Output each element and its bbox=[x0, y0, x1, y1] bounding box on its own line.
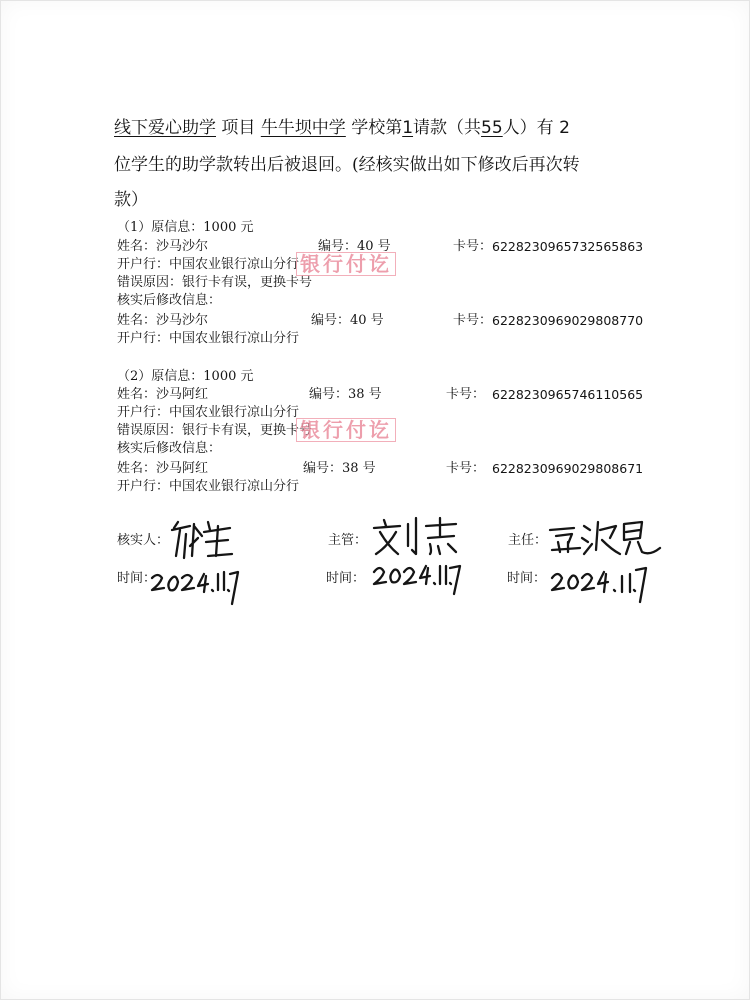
record-2-orig-bank: 开户行：中国农业银行凉山分行 bbox=[117, 405, 300, 420]
record-2-verified-heading: 核实后修改信息： bbox=[117, 441, 222, 456]
record-2-error: 错误原因：银行卡有误，更换卡号 bbox=[117, 423, 313, 438]
label-project: 项目 bbox=[221, 118, 256, 138]
bank-paid-stamp-2: 银行付讫 bbox=[296, 418, 396, 442]
record-1-orig-name: 姓名：沙马沙尔 bbox=[117, 239, 209, 254]
record-2-new-card: 6228230969029808671 bbox=[492, 461, 644, 476]
record-2-orig-card: 6228230965746110565 bbox=[492, 387, 644, 402]
batch-number: 1 bbox=[402, 118, 414, 138]
label-school-batch: 学校第 bbox=[351, 118, 403, 138]
verifier-time-label: 时间： bbox=[117, 571, 157, 586]
record-2-orig-no: 编号：38 号 bbox=[309, 387, 382, 402]
director-signature bbox=[546, 516, 666, 560]
record-1-new-bank: 开户行：中国农业银行凉山分行 bbox=[117, 331, 300, 346]
record-1-error: 错误原因：银行卡有误，更换卡号 bbox=[117, 275, 313, 290]
record-1-orig-card-label: 卡号： bbox=[453, 239, 493, 254]
returned-count: 2 bbox=[559, 118, 570, 138]
record-2-orig-card-label: 卡号： bbox=[446, 387, 486, 402]
supervisor-label: 主管： bbox=[328, 533, 368, 548]
director-date-handwriting bbox=[550, 566, 650, 606]
record-2-new-bank: 开户行：中国农业银行凉山分行 bbox=[117, 479, 300, 494]
record-1-new-no: 编号：40 号 bbox=[311, 313, 384, 328]
record-1-new-name: 姓名：沙马沙尔 bbox=[117, 313, 209, 328]
record-2-heading: （2）原信息：1000 元 bbox=[117, 369, 254, 384]
header-line-2: 位学生的助学款转出后被退回。(经核实做出如下修改后再次转 bbox=[114, 155, 580, 175]
record-1-orig-bank: 开户行：中国农业银行凉山分行 bbox=[117, 257, 300, 272]
record-2-new-name: 姓名：沙马阿红 bbox=[117, 461, 209, 476]
verifier-label: 核实人： bbox=[117, 533, 170, 548]
supervisor-time-label: 时间： bbox=[326, 571, 366, 586]
verifier-date-handwriting bbox=[148, 564, 238, 608]
header-line-3: 款） bbox=[114, 190, 148, 210]
record-2-new-no: 编号：38 号 bbox=[303, 461, 376, 476]
record-2-new-card-label: 卡号： bbox=[446, 461, 486, 476]
record-1-new-card-label: 卡号： bbox=[453, 313, 493, 328]
project-name: 线下爱心助学 bbox=[114, 118, 216, 138]
record-2-orig-name: 姓名：沙马阿红 bbox=[117, 387, 209, 402]
label-people-close: 人）有 bbox=[502, 118, 554, 138]
record-1-orig-card: 6228230965732565863 bbox=[492, 239, 644, 254]
director-time-label: 时间： bbox=[507, 571, 547, 586]
header-line-1 bbox=[114, 116, 654, 140]
school-name: 牛牛坝中学 bbox=[260, 118, 346, 138]
record-1-heading: （1）原信息：1000 元 bbox=[117, 220, 254, 235]
record-1-new-card: 6228230969029808770 bbox=[492, 313, 644, 328]
record-1-verified-heading: 核实后修改信息： bbox=[117, 293, 222, 308]
bank-paid-stamp-1: 银行付讫 bbox=[296, 252, 396, 276]
total-people: 55 bbox=[481, 118, 503, 138]
verifier-signature bbox=[168, 516, 238, 562]
label-request: 请款（共 bbox=[413, 118, 482, 138]
supervisor-signature bbox=[370, 514, 470, 560]
record-1-orig-no: 编号：40 号 bbox=[318, 239, 391, 254]
director-label: 主任： bbox=[508, 533, 548, 548]
supervisor-date-handwriting bbox=[372, 562, 462, 596]
